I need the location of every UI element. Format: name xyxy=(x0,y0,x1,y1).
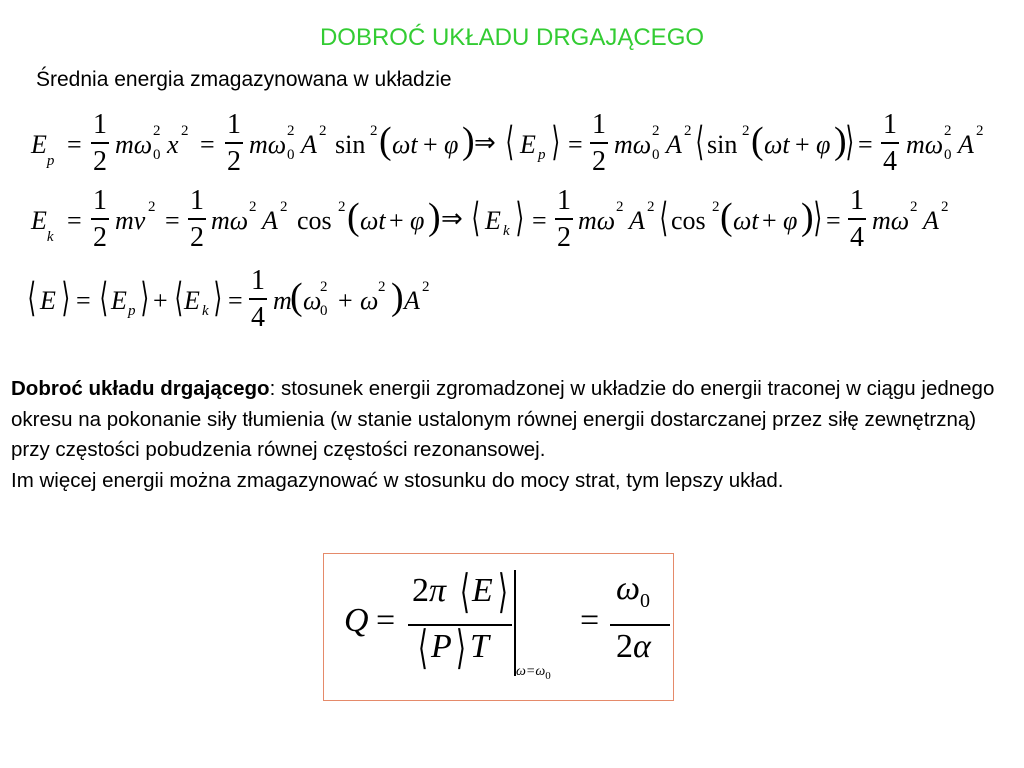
definition-paragraph xyxy=(11,374,1011,496)
definition-term: Dobroć układu drgającego xyxy=(11,377,270,400)
quality-factor-formula-box: Q = 2π ⟨ E ⟩ ⟨ P ⟩ T $\omega=\omega_0$ = $\omega_0$ 2α xyxy=(323,553,674,701)
conclusion-text: Im więcej energii można zmagazynować w stosunku do mocy strat, tym lepszy układ. xyxy=(11,468,784,492)
subtitle: Średnia energia zmagazynowana w układzie xyxy=(36,68,452,91)
slide-title: DOBROĆ UKŁADU DRGAJĄCEGO xyxy=(319,24,705,51)
definition-text: : stosunek energii zgromadzonej w układzie do energii traconej w ciągu jednego okresu na pokonanie siły tłumienia (w stanie ustalonym równej energii dostarczanej przez siłę zewnętrzną) przy częstości pobudzenia równej częstości rezonansowej. xyxy=(11,377,995,461)
